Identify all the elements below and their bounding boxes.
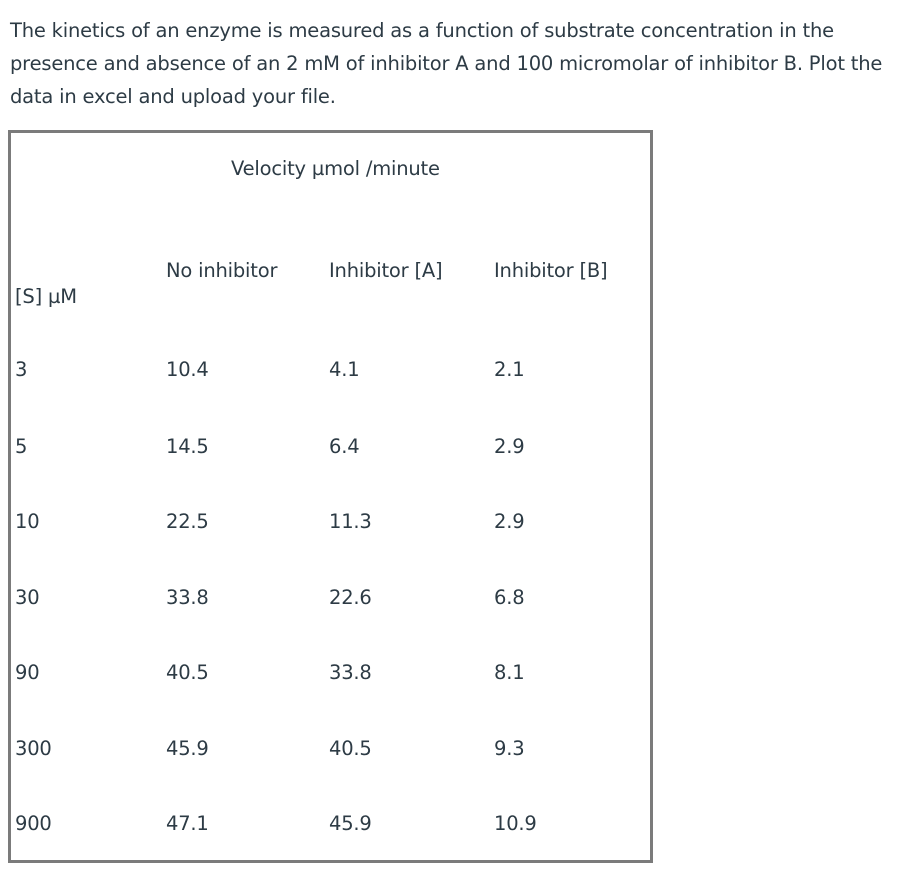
table-cell-substrate: 5 <box>15 435 28 458</box>
table-cell-inhibitor-b: 9.3 <box>494 737 525 760</box>
table-cell-no-inhibitor: 22.5 <box>166 510 209 533</box>
table-cell-inhibitor-b: 6.8 <box>494 586 525 609</box>
table-title: Velocity µmol /minute <box>231 157 440 180</box>
table-cell-no-inhibitor: 45.9 <box>166 737 209 760</box>
table-cell-no-inhibitor: 40.5 <box>166 661 209 684</box>
question-text: The kinetics of an enzyme is measured as a function of substrate concentration in the presence and absence of an 2 mM of inhibitor A and 100 micromolar of inhibitor B. Plot the data in excel and upload your file. <box>10 19 883 108</box>
table-cell-substrate: 90 <box>15 661 40 684</box>
table-cell-inhibitor-a: 22.6 <box>329 586 372 609</box>
table-cell-inhibitor-a: 40.5 <box>329 737 372 760</box>
column-header-inhibitor-b: Inhibitor [B] <box>494 259 608 282</box>
table-cell-inhibitor-b: 2.1 <box>494 358 525 381</box>
table-cell-substrate: 300 <box>15 737 52 760</box>
column-header-inhibitor-a: Inhibitor [A] <box>329 259 443 282</box>
table-cell-inhibitor-b: 8.1 <box>494 661 525 684</box>
table-cell-substrate: 10 <box>15 510 40 533</box>
table-cell-inhibitor-b: 2.9 <box>494 510 525 533</box>
table-cell-no-inhibitor: 14.5 <box>166 435 209 458</box>
table-cell-substrate: 3 <box>15 358 28 381</box>
table-cell-no-inhibitor: 10.4 <box>166 358 209 381</box>
table-cell-inhibitor-a: 45.9 <box>329 812 372 835</box>
table-cell-substrate: 900 <box>15 812 52 835</box>
table-cell-inhibitor-a: 6.4 <box>329 435 360 458</box>
table-cell-inhibitor-a: 11.3 <box>329 510 372 533</box>
column-header-no-inhibitor: No inhibitor <box>166 259 278 282</box>
table-cell-no-inhibitor: 33.8 <box>166 586 209 609</box>
table-cell-inhibitor-b: 2.9 <box>494 435 525 458</box>
column-header-substrate: [S] µM <box>15 285 77 308</box>
table-cell-inhibitor-b: 10.9 <box>494 812 537 835</box>
table-cell-inhibitor-a: 4.1 <box>329 358 360 381</box>
kinetics-table <box>8 130 653 863</box>
table-cell-no-inhibitor: 47.1 <box>166 812 209 835</box>
table-cell-inhibitor-a: 33.8 <box>329 661 372 684</box>
table-cell-substrate: 30 <box>15 586 40 609</box>
